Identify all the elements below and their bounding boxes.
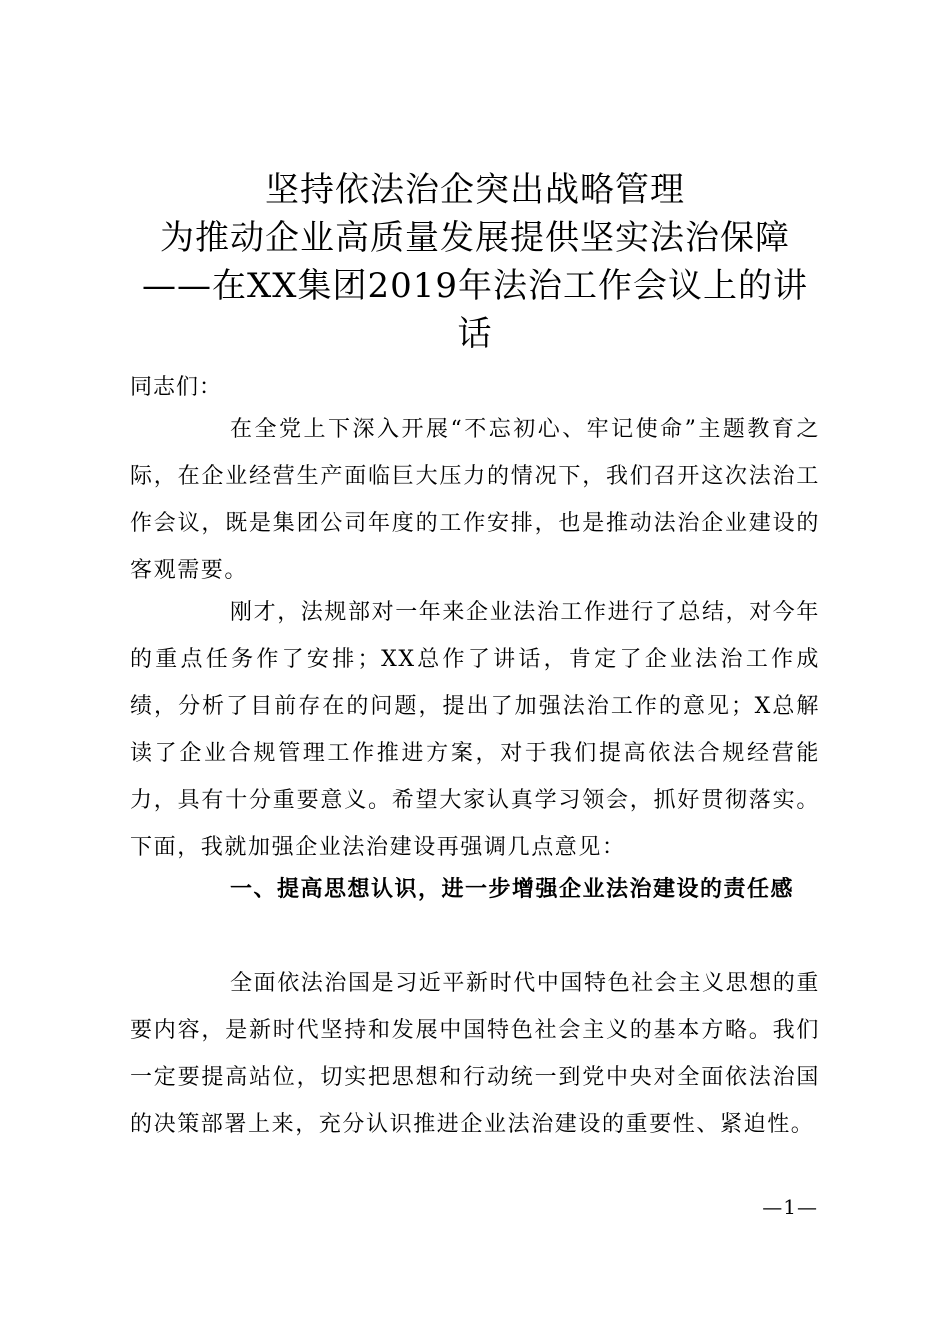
title-line-3: ——在XX集团2019年法治工作会议上的讲 bbox=[142, 266, 808, 306]
paragraph-2: 刚才，法规部对一年来企业法治工作进行了总结，对今年的重点任务作了安排；XX总作了讲话，肯定了企业法治工作成绩，分析了目前存在的问题，提出了加强法治工作的意见；X总解读了企业合规管理工作推进方案，对于我们提高依法合规经营能力，具有十分重要意义。希望大家认真学习领会，抓好贯彻落实。下面，我就加强企业法治建设再强调几点意见： bbox=[130, 600, 821, 860]
title-line-1: 坚持依法治企突出战略管理 bbox=[265, 170, 685, 210]
paragraph-1: 在全党上下深入开展“不忘初心、牢记使命”主题教育之际，在企业经营生产面临巨大压力的情况下，我们召开这次法治工作会议，既是集团公司年度的工作安排，也是推动法治企业建设的客观需要。 bbox=[130, 417, 820, 583]
title-line-2: 为推动企业高质量发展提供坚实法治保障 bbox=[160, 218, 790, 258]
title-line-4: 话 bbox=[457, 314, 493, 354]
document-title bbox=[130, 166, 820, 358]
section-heading-1: 一、提高思想认识，进一步增强企业法治建设的责任感 bbox=[230, 877, 795, 902]
page-number: —1— bbox=[762, 1195, 818, 1219]
salutation: 同志们： bbox=[130, 375, 223, 400]
paragraph-3: 全面依法治国是习近平新时代中国特色社会主义思想的重要内容，是新时代坚持和发展中国特色社会主义的基本方略。我们一定要提高站位，切实把思想和行动统一到党中央对全面依法治国的决策部署上来，充分认识推进企业法治建设的重要性、紧迫性。 bbox=[130, 971, 821, 1137]
